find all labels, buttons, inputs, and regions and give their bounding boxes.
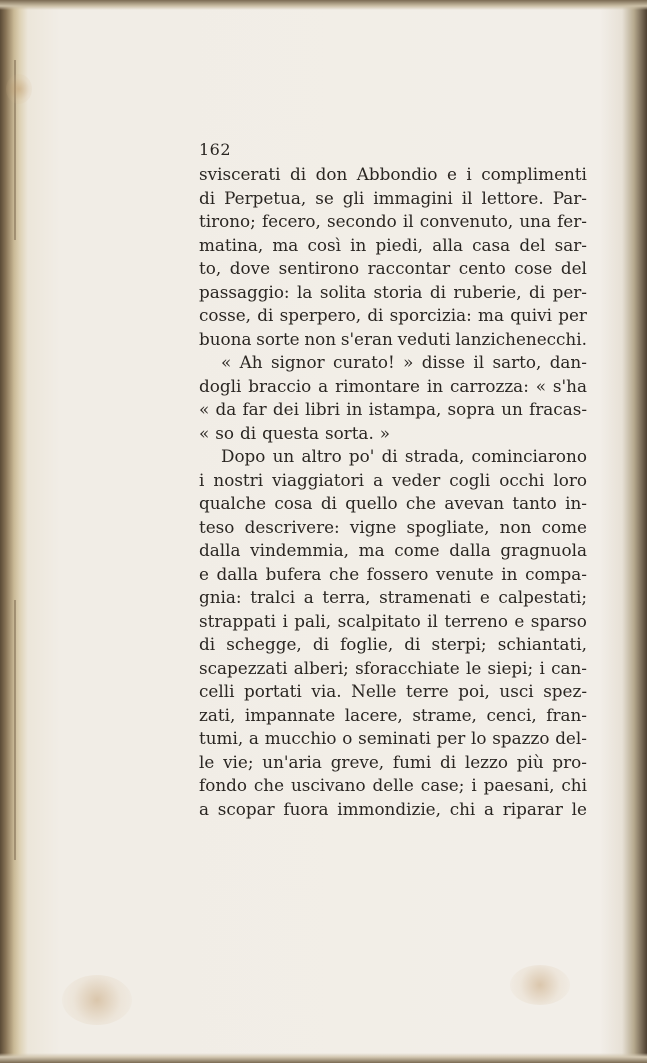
text-line: dogli braccio a rimontare in carrozza: « s'ha: [199, 375, 587, 396]
text-line: « da far dei libri in istampa, sopra un fracas-: [199, 399, 587, 419]
text-line: gnia: tralci a terra, stramenati e calpestati;: [199, 587, 587, 607]
text-line: tirono; fecero, secondo il convenuto, una fer-: [199, 211, 587, 231]
foxing-stain: [510, 965, 570, 1005]
text-line: a scopar fuora immondizie, chi a riparar le: [199, 798, 587, 819]
spine-shadow: [14, 600, 16, 860]
text-line: di Perpetua, se gli immagini il lettore. Par-: [199, 187, 587, 208]
text-line: strappati i pali, scalpitato il terreno e sparso: [199, 610, 587, 631]
page-bottom-edge: [0, 1053, 647, 1063]
text-line: qualche cosa di quello che avevan tanto in-: [199, 493, 587, 513]
text-line: dalla vindemmia, ma come dalla gragnuola: [199, 540, 587, 560]
text-line: to, dove sentirono raccontar cento cose del: [199, 258, 587, 278]
text-line: fondo che uscivano delle case; i paesani, chi: [199, 775, 587, 795]
text-line: tumi, a mucchio o seminati per lo spazzo del-: [199, 728, 587, 748]
text-line: matina, ma così in piedi, alla casa del sar-: [199, 234, 587, 255]
text-line: i nostri viaggiatori a veder cogli occhi loro: [199, 469, 587, 490]
text-line: scapezzati alberi; sforacchiate le siepi; i can-: [199, 657, 587, 678]
foxing-stain: [6, 74, 32, 104]
text-line: « so di questa sorta. »: [199, 422, 391, 443]
text-line: le vie; un'aria greve, fumi di lezzo più pro-: [199, 751, 587, 772]
text-line: buona sorte non s'eran veduti lanzichenecchi.: [199, 328, 587, 349]
text-line: Dopo un altro po' di strada, cominciarono: [221, 446, 587, 466]
text-line: teso descrivere: vigne spogliate, non come: [199, 516, 587, 537]
text-line: e dalla bufera che fossero venute in compa-: [199, 563, 587, 584]
text-line: sviscerati di don Abbondio e i complimenti: [199, 164, 587, 184]
text-line: passaggio: la solita storia di ruberie, di per-: [199, 281, 587, 302]
text-line: « Ah signor curato! » disse il sarto, dan-: [221, 352, 587, 372]
page-number: 162: [199, 140, 232, 159]
page-text-block: [199, 137, 587, 821]
text-line: zati, impannate lacere, strame, cenci, fran-: [199, 704, 587, 725]
foxing-stain: [62, 975, 132, 1025]
text-line: cosse, di sperpero, di sporcizia: ma quivi per: [199, 305, 587, 325]
text-line: celli portati via. Nelle terre poi, usci spez-: [199, 681, 587, 701]
page-top-edge: [0, 0, 647, 10]
text-line: di schegge, di foglie, di sterpi; schiantati,: [199, 634, 587, 654]
